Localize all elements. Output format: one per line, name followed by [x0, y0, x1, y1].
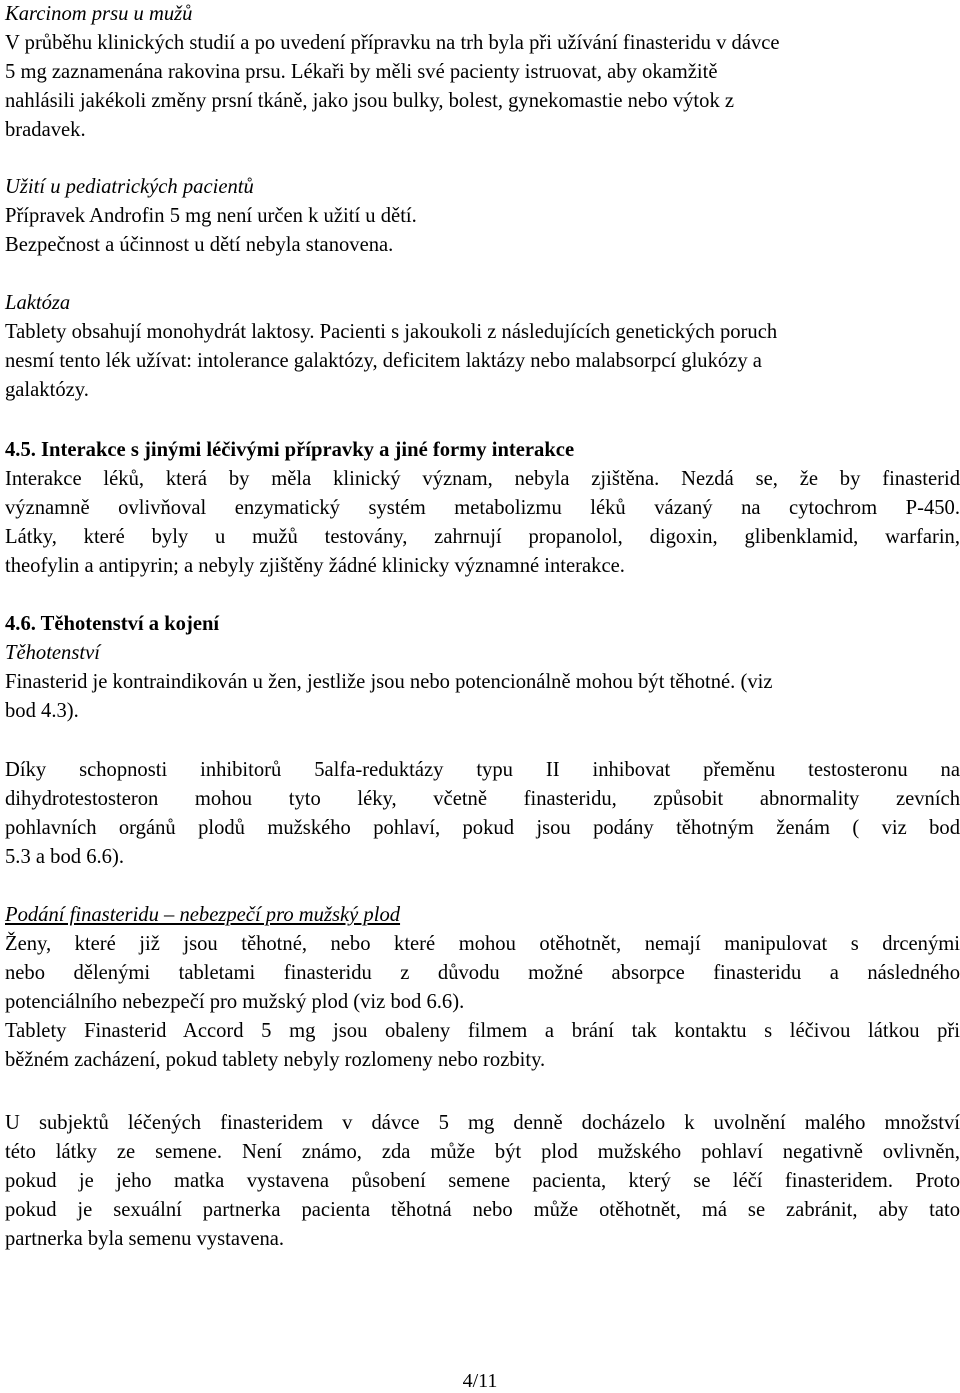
pregnancy-paragraph-2: [5, 756, 960, 872]
paragraph-line: theofylin a antipyrin; a nebyly zjištěny žádné klinicky významné interakce.: [5, 555, 625, 577]
paragraph-line: 5.3 a bod 6.6).: [5, 846, 124, 868]
paragraph-line: Finasterid je kontraindikován u žen, jestliže jsou nebo potencionálně mohou být těhotné. (viz: [5, 671, 773, 693]
section-interactions: [5, 436, 960, 581]
paragraph-line: U subjektů léčených finasteridem v dávce 5 mg denně docházelo k uvolnění malého množství: [5, 1112, 960, 1134]
paragraph-line: bradavek.: [5, 119, 86, 141]
paragraph-line: Látky, které byly u mužů testovány, zahrnují propanolol, digoxin, glibenklamid, warfarin,: [5, 526, 960, 548]
paragraph-line: Přípravek Androfin 5 mg není určen k užití u dětí.: [5, 205, 417, 227]
paragraph-line: nahlásili jakékoli změny prsní tkáně, jako jsou bulky, bolest, gynekomastie nebo výtok z: [5, 90, 735, 112]
paragraph-line: bod 4.3).: [5, 700, 79, 722]
section-heading: 4.5. Interakce s jinými léčivými přípravky a jiné formy interakce: [5, 439, 575, 461]
paragraph-line: Bezpečnost a účinnost u dětí nebyla stanovena.: [5, 234, 394, 256]
section-lactose: [5, 289, 960, 405]
section-heading: Laktóza: [5, 292, 71, 314]
section-heading: 4.6. Těhotenství a kojení: [5, 613, 220, 635]
paragraph-line: dihydrotestosteron mohou tyto léky, včetně finasteridu, způsobit abnormality zevních: [5, 788, 960, 810]
paragraph-line: partnerka byla semenu vystavena.: [5, 1228, 285, 1250]
subsection-heading: Těhotenství: [5, 642, 100, 664]
paragraph-line: významně ovlivňoval enzymatický systém metabolizmu léků vázaný na cytochrom P-450.: [5, 497, 960, 519]
paragraph-line: této látky ze semene. Není známo, zda může být plod mužského pohlaví negativně ovlivněn,: [5, 1141, 960, 1163]
section-semen: [5, 1109, 960, 1254]
section-heading: Užití u pediatrických pacientů: [5, 176, 254, 198]
paragraph-line: 5 mg zaznamenána rakovina prsu. Lékaři by měli své pacienty istruovat, aby okamžitě: [5, 61, 718, 83]
paragraph-line: nebo dělenými tabletami finasteridu z důvodu možné absorpce finasteridu a následného: [5, 962, 960, 984]
section-heading: Karcinom prsu u mužů: [5, 3, 193, 25]
paragraph-line: běžném zacházení, pokud tablety nebyly rozlomeny nebo rozbity.: [5, 1049, 546, 1071]
section-breast-cancer: [5, 0, 960, 145]
paragraph-line: Tablety Finasterid Accord 5 mg jsou obaleny filmem a brání tak kontaktu s léčivou látkou při: [5, 1020, 960, 1042]
paragraph-line: V průběhu klinických studií a po uvedení přípravku na trh byla při užívání finasteridu v dávce: [5, 32, 780, 54]
paragraph-line: Tablety obsahují monohydrát laktosy. Pacienti s jakoukoli z následujících genetických poruch: [5, 321, 778, 343]
section-pregnancy: [5, 610, 960, 726]
paragraph-line: nesmí tento lék užívat: intolerance galaktózy, deficitem laktázy nebo malabsorpcí glukózy a: [5, 350, 762, 372]
section-pediatric: [5, 173, 960, 260]
paragraph-line: pohlavních orgánů plodů mužského pohlaví, pokud jsou podány těhotným ženám ( viz bod: [5, 817, 960, 839]
paragraph-line: Interakce léků, která by měla klinický význam, nebyla zjištěna. Nezdá se, že by finasterid: [5, 468, 960, 490]
section-handling: [5, 901, 960, 1075]
section-heading: Podání finasteridu – nebezpečí pro mužský plod: [5, 904, 401, 926]
paragraph-line: Ženy, které již jsou těhotné, nebo které mohou otěhotnět, nemají manipulovat s drcenými: [5, 933, 960, 955]
paragraph-line: pokud je jeho matka vystavena působení semene pacienta, který se léčí finasteridem. Proto: [5, 1170, 960, 1192]
paragraph-line: Díky schopnosti inhibitorů 5alfa-reduktázy typu II inhibovat přeměnu testosteronu na: [5, 759, 960, 781]
page-number: 4/11: [462, 1370, 498, 1392]
paragraph-line: galaktózy.: [5, 379, 89, 401]
paragraph-line: pokud je sexuální partnerka pacienta těhotná nebo může otěhotnět, má se zabránit, aby tato: [5, 1199, 960, 1221]
paragraph-line: potenciálního nebezpečí pro mužský plod (viz bod 6.6).: [5, 991, 465, 1013]
